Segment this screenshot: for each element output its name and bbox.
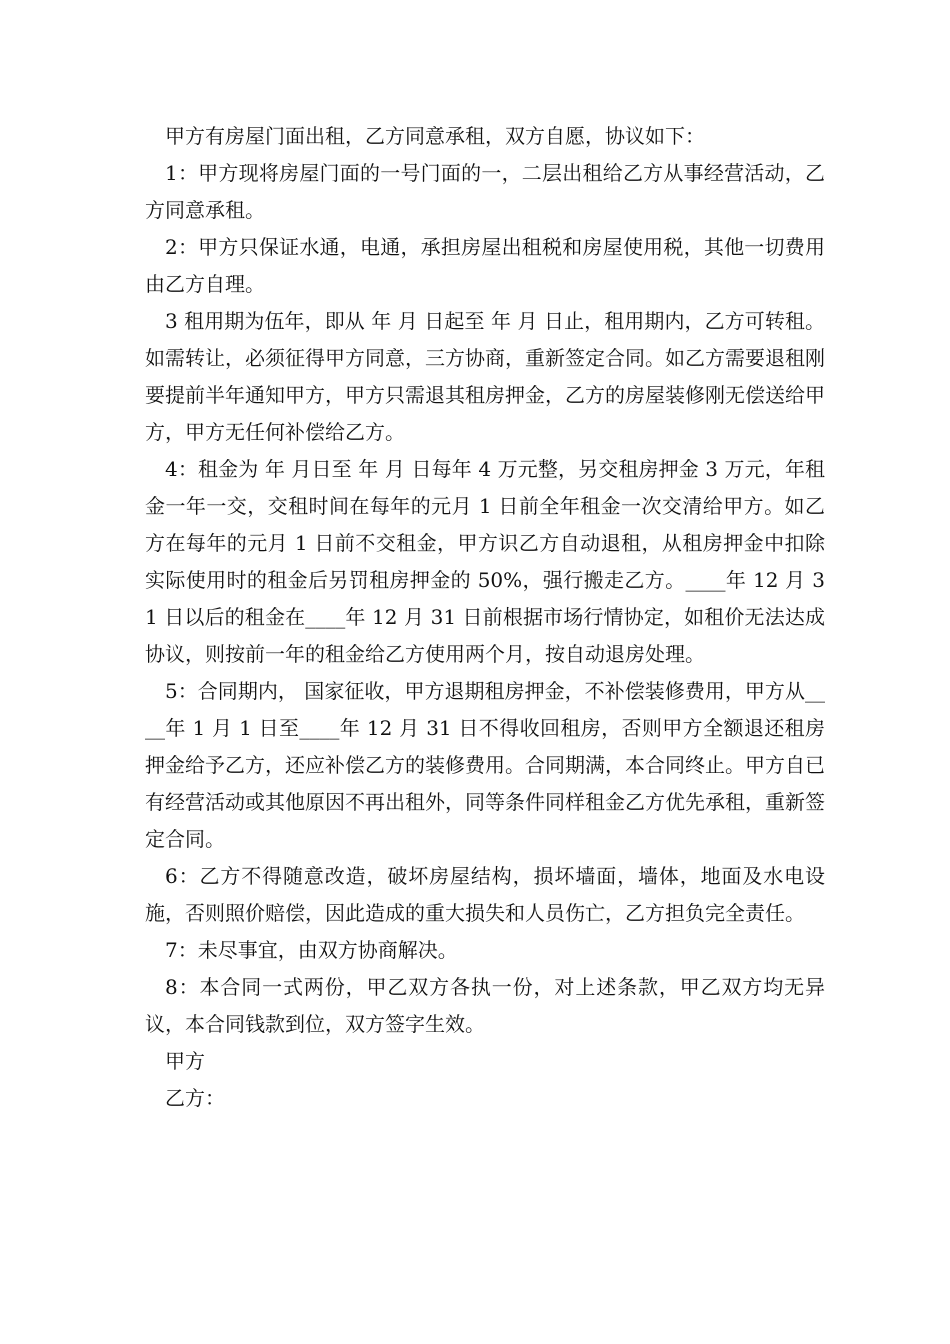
clause-5: 5：合同期内， 国家征收，甲方退期租房押金，不补偿装修费用，甲方从____年 1 月 1 日至____年 12 月 31 日不得收回租房，否则甲方全额退还租房押金给予乙方，还应补偿乙方的装修费用。合同期满，本合同终止。甲方自已有经营活动或其他原因不再出租外，同等条件同样租金乙方优先承租，重新签定合同。 <box>145 679 825 851</box>
document-body <box>145 118 825 1117</box>
intro-paragraph: 甲方有房屋门面出租，乙方同意承租，双方自愿，协议如下： <box>165 124 705 148</box>
clause-1: 1：甲方现将房屋门面的一号门面的一，二层出租给乙方从事经营活动，乙方同意承租。 <box>145 161 825 222</box>
party-b-signature-label: 乙方： <box>165 1086 225 1110</box>
clause-8: 8：本合同一式两份，甲乙双方各执一份，对上述条款，甲乙双方均无异议，本合同钱款到位，双方签字生效。 <box>145 975 825 1036</box>
clause-7: 7：未尽事宜，由双方协商解决。 <box>165 938 458 962</box>
clause-4: 4：租金为 年 月日至 年 月 日每年 4 万元整，另交租房押金 3 万元，年租金一年一交，交租时间在每年的元月 1 日前全年租金一次交清给甲方。如乙方在每年的元月 1 日前不交租金，甲方识乙方自动退租，从租房押金中扣除实际使用时的租金后另罚租房押金的 50%，强行搬走乙方。____年 12 月 31 日以后的租金在____年 12 月 31 日前根据市场行情协定，如租价无法达成协议，则按前一年的租金给乙方使用两个月，按自动退房处理。 <box>145 457 825 666</box>
clause-3: 3 租用期为伍年，即从 年 月 日起至 年 月 日止，租用期内，乙方可转租。如需转让，必须征得甲方同意，三方协商，重新签定合同。如乙方需要退租刚要提前半年通知甲方，甲方只需退其租房押金，乙方的房屋装修刚无偿送给甲方，甲方无任何补偿给乙方。 <box>145 309 825 444</box>
party-a-signature-label: 甲方 <box>165 1049 205 1073</box>
clause-6: 6：乙方不得随意改造，破坏房屋结构，损坏墙面，墙体，地面及水电设施，否则照价赔偿，因此造成的重大损失和人员伤亡，乙方担负完全责任。 <box>145 864 825 925</box>
clause-2: 2：甲方只保证水通，电通，承担房屋出租税和房屋使用税，其他一切费用由乙方自理。 <box>145 235 825 296</box>
